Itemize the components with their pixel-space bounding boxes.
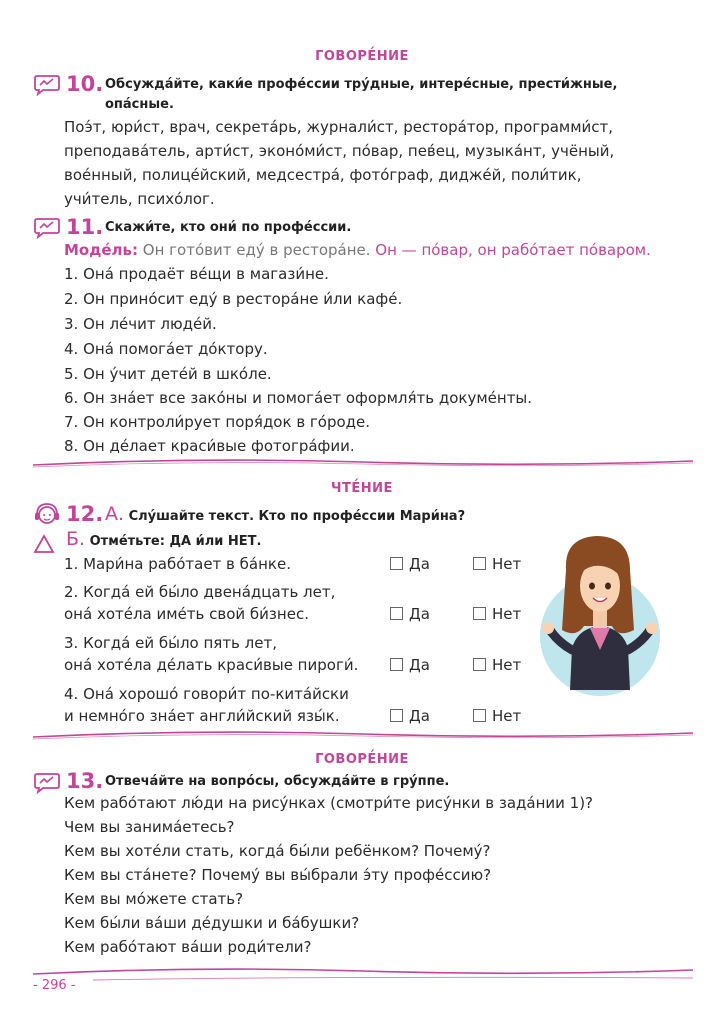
marina-illustration	[538, 530, 662, 698]
model-example	[64, 240, 651, 260]
headphones-icon	[33, 501, 61, 527]
list-item: 8. Он де́лает краси́вые фотогра́фии.	[64, 437, 355, 455]
yes-checkbox[interactable]	[390, 554, 430, 574]
question-item: Кем вы хоте́ли стать, когда́ бы́ли ребёнком? Почему́?	[64, 842, 491, 860]
list-item: 7. Он контроли́рует поря́док в го́роде.	[64, 413, 371, 431]
yes-label: Да	[409, 605, 430, 623]
section-divider	[33, 456, 693, 472]
list-item: 1. Она́ продаёт ве́щи в магази́не.	[64, 265, 329, 283]
part-task: Отме́тьте: ДА и́ли НЕТ.	[89, 534, 262, 549]
statement-line: 3. Когда́ ей бы́ло пять лет,	[64, 634, 277, 652]
no-checkbox[interactable]	[473, 554, 521, 574]
section-title-reading: ЧТЕ́НИЕ	[331, 481, 393, 496]
speech-bubble-icon	[33, 74, 61, 96]
no-checkbox[interactable]	[473, 706, 521, 726]
question-item: Чем вы занима́етесь?	[64, 818, 235, 836]
model-question: Он гото́вит еду́ в рестора́не.	[142, 241, 371, 259]
statement-line: она́ хоте́ла име́ть свой би́знес.	[64, 605, 309, 623]
statement-line: и немно́го зна́ет англи́йский язы́к.	[64, 707, 340, 725]
model-label: Моде́ль:	[64, 241, 138, 259]
exercise-task-a	[105, 504, 465, 527]
part-task: Слу́шайте текст. Кто по профе́ссии Мари́на?	[128, 509, 466, 524]
yes-checkbox[interactable]	[390, 706, 430, 726]
statement-line: 2. Когда́ ей бы́ло двена́дцать лет,	[64, 583, 336, 601]
footer-divider	[33, 964, 693, 984]
question-item: Кем вы ста́нете? Почему́ вы вы́брали э́ту профе́ссию?	[64, 866, 492, 884]
no-checkbox[interactable]	[473, 655, 521, 675]
page-number: - 296 -	[33, 978, 76, 993]
list-item: 6. Он зна́ет все зако́ны и помога́ет оформля́ть докуме́нты.	[64, 389, 533, 407]
no-label: Нет	[492, 605, 522, 623]
speech-bubble-icon	[33, 217, 61, 239]
no-label: Нет	[492, 656, 522, 674]
yes-label: Да	[409, 555, 430, 573]
professions-list: Поэ́т, юри́ст, врач, секрета́рь, журнали́ст, рестора́тор, программи́ст, преподава́тель, арти́ст, эконо́ми́ст, по́вар, пев́ец, музыка́нт, учёный, вое́нный, полице́йский, медсестра́, фото́граф, дидже́й, поли́тик, учи́тель, психо́лог.	[64, 118, 615, 208]
section-title-speaking: ГОВОРЕ́НИЕ	[315, 752, 409, 767]
list-item: 4. Она́ помога́ет до́ктору.	[64, 340, 268, 358]
list-item: 5. Он у́чит дете́й в шко́ле.	[64, 365, 272, 383]
exercise-number: 11.	[66, 215, 104, 239]
exercise-task: Отвеча́йте на вопро́сы, обсужда́йте в гру́ппе.	[105, 774, 450, 789]
question-item: Кем рабо́тают лю́ди на рису́нках (смотри́те рису́нки в зада́нии 1)?	[64, 794, 594, 812]
yes-checkbox[interactable]	[390, 655, 430, 675]
triangle-icon	[33, 533, 55, 555]
list-item: 2. Он прино́сит еду́ в рестора́не и́ли кафе́.	[64, 290, 403, 308]
question-item: Кем вы мо́жете стать?	[64, 890, 244, 908]
statement-line: 1. Мари́на рабо́тает в ба́нке.	[64, 555, 291, 573]
exercise-number: 13.	[66, 769, 104, 793]
speech-bubble-icon	[33, 772, 61, 794]
no-label: Нет	[492, 555, 522, 573]
part-letter: А.	[105, 503, 125, 525]
question-item: Кем бы́ли ва́ши де́душки и ба́бушки?	[64, 914, 360, 932]
model-answer: Он — по́вар, он рабо́тает по́варом.	[375, 241, 651, 259]
question-item: Кем рабо́тают ва́ши роди́тели?	[64, 938, 312, 956]
statement-line: она́ хоте́ла де́лать краси́вые пироги́.	[64, 656, 359, 674]
exercise-number: 12.	[66, 502, 104, 526]
yes-label: Да	[409, 707, 430, 725]
no-label: Нет	[492, 707, 522, 725]
yes-label: Да	[409, 656, 430, 674]
exercise-task-b	[66, 529, 261, 552]
exercise-task: Скажи́те, кто они́ по профе́ссии.	[105, 220, 352, 235]
yes-checkbox[interactable]	[390, 604, 430, 624]
list-item: 3. Он ле́чит люде́й.	[64, 315, 217, 333]
no-checkbox[interactable]	[473, 604, 521, 624]
exercise-number: 10.	[66, 72, 104, 96]
section-title-speaking: ГОВОРЕ́НИЕ	[315, 49, 409, 64]
exercise-task: Обсужда́йте, каки́е профе́ссии тру́дные, интере́сные, прести́жные, опа́сные.	[105, 77, 618, 112]
part-letter: Б.	[66, 528, 86, 550]
section-divider	[33, 728, 693, 744]
statement-line: 4. Она́ хорошо́ говори́т по-кита́йски	[64, 685, 349, 703]
